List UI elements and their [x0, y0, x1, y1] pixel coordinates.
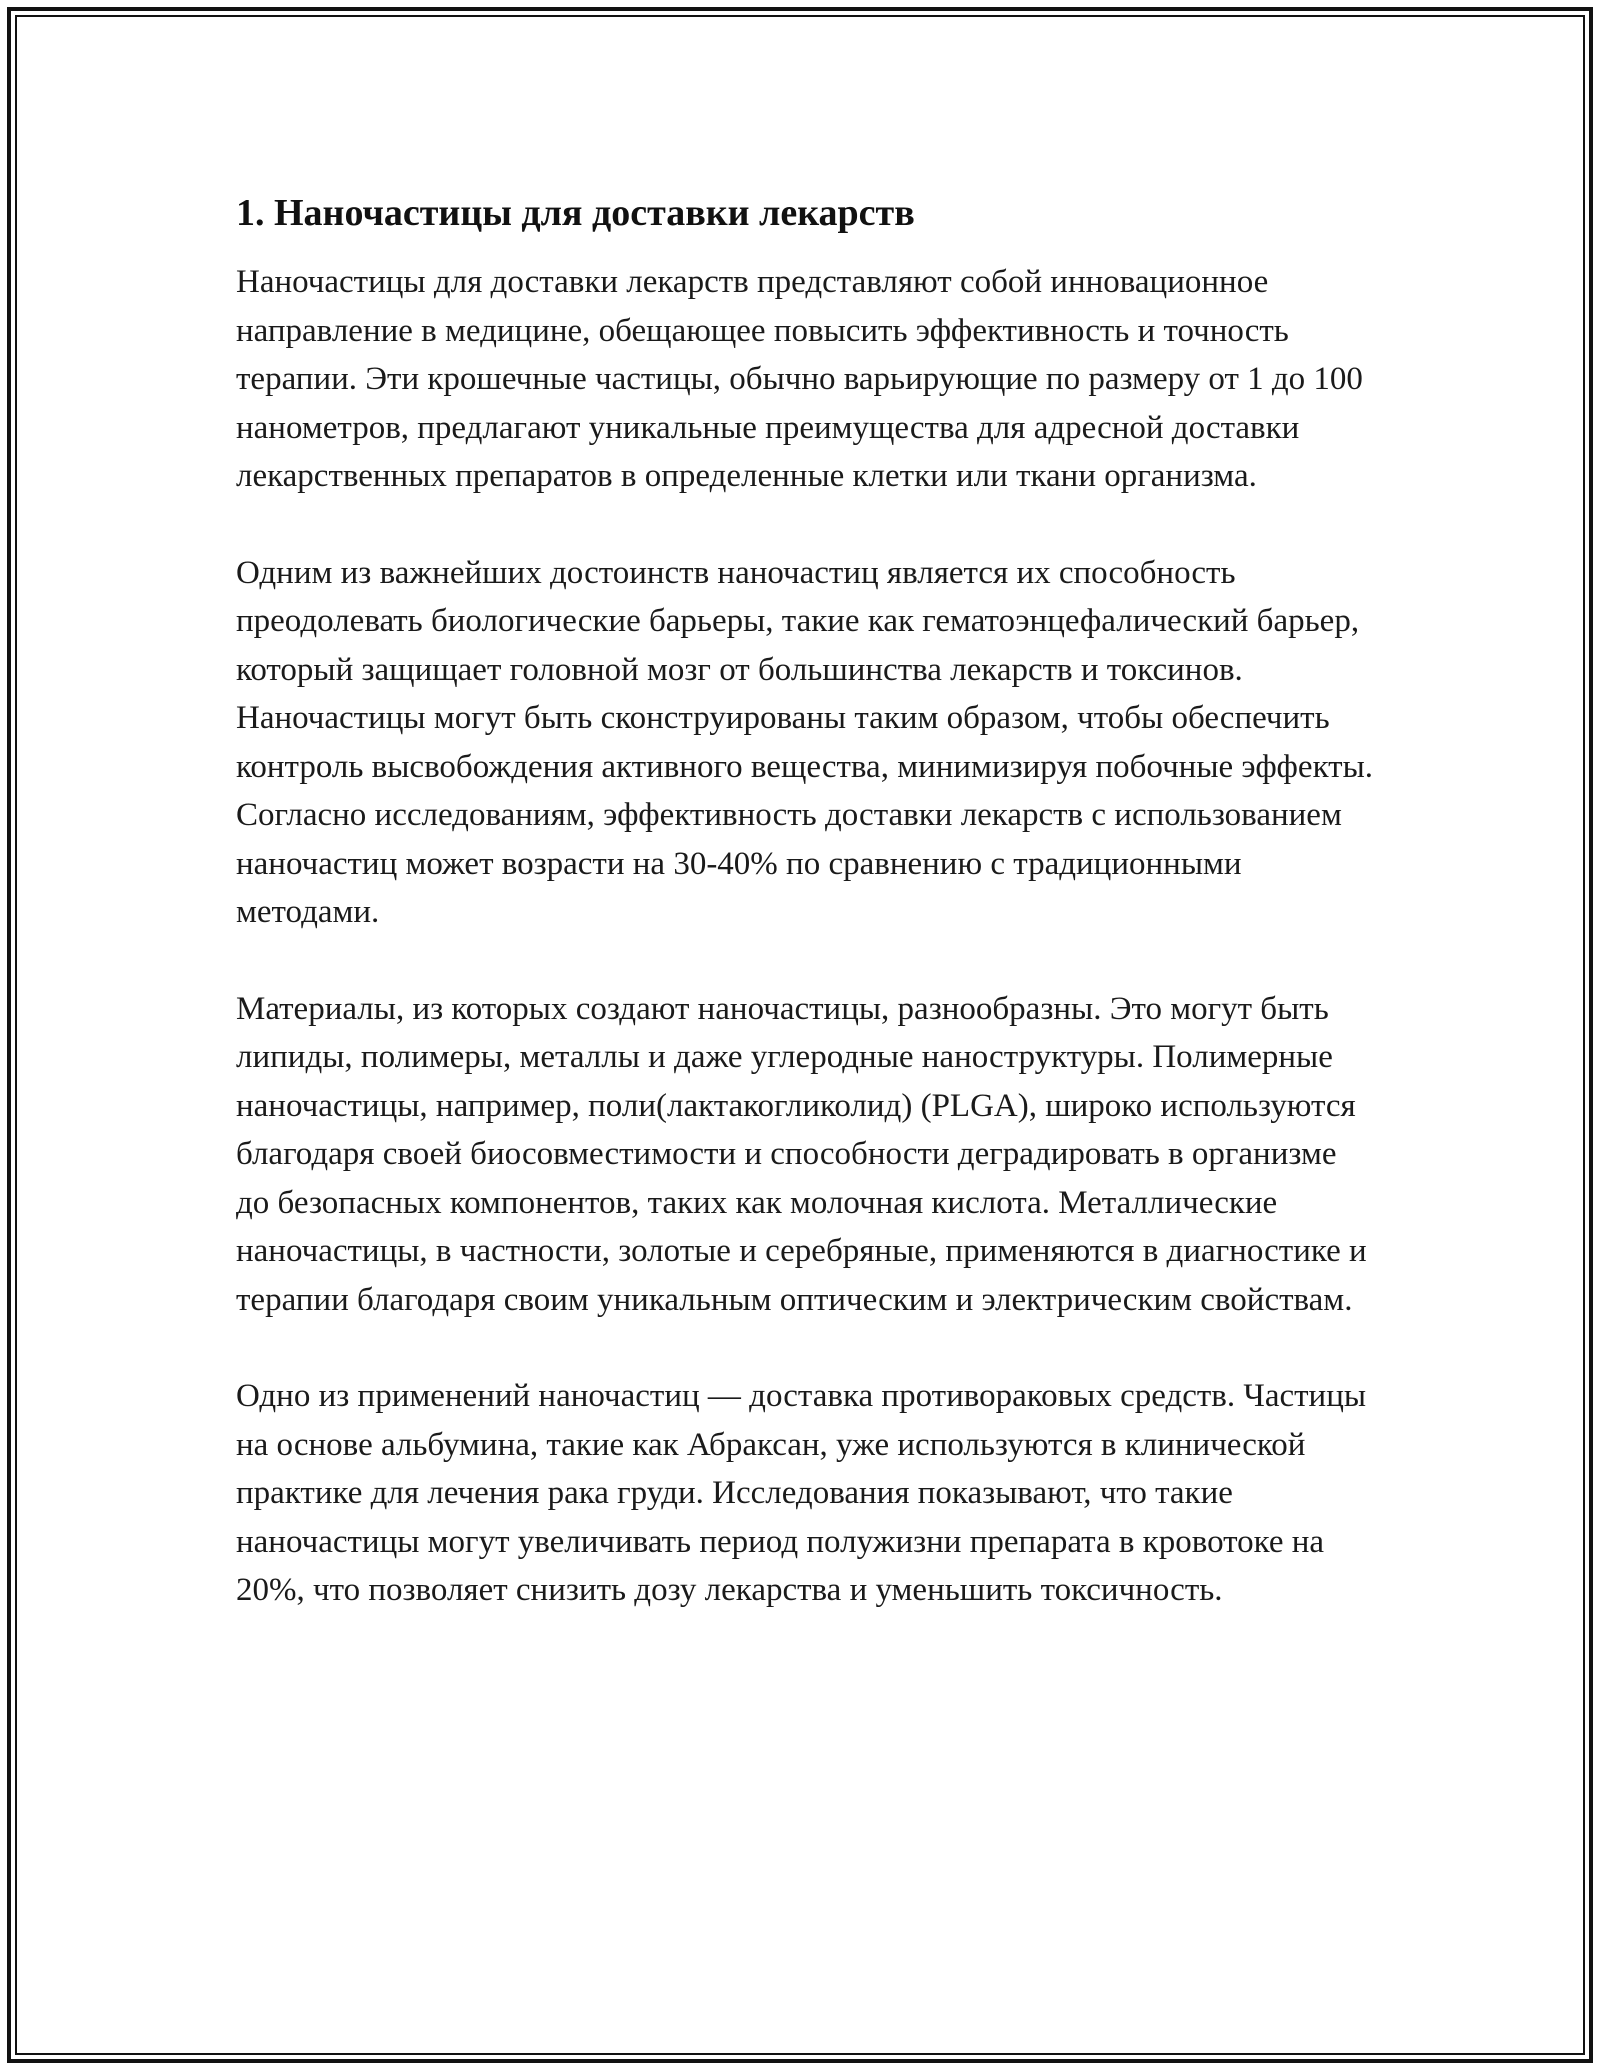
section-heading: 1. Наночастицы для доставки лекарств [236, 192, 915, 234]
paragraph-intro: Наночастицы для доставки лекарств представляют собой инновационное направление в медицине, обещающее повысить эффективность и точность терапии. Эти крошечные частицы, обычно варьирующие по размеру от 1 до 100 нанометров, предлагают уникальные преимущества для адресной доставки лекарственных препаратов в определенные клетки или ткани организма. [236, 264, 1363, 494]
paragraph-anticancer: Одно из применений наночастиц — доставка противораковых средств. Частицы на основе альбумина, такие как Абраксан, уже используются в клинической практике для лечения рака груди. Исследования показывают, что такие наночастицы могут увеличивать период полужизни препарата в кровотоке на 20%, что позволяет снизить дозу лекарства и уменьшить токсичность. [236, 1378, 1367, 1608]
document-body [236, 186, 1376, 1663]
paragraph-materials: Материалы, из которых создают наночастицы, разнообразны. Это могут быть липиды, полимеры, металлы и даже углеродные наноструктуры. Полимерные наночастицы, например, поли(лактакогликолид) (PLGA), широко используются благодаря своей биосовместимости и способности деградировать в организме до безопасных компонентов, таких как молочная кислота. Металлические наночастицы, в частности, золотые и серебряные, применяются в диагностике и терапии благодаря своим уникальным оптическим и электрическим свойствам. [236, 990, 1367, 1318]
paragraph-barriers: Одним из важнейших достоинств наночастиц является их способность преодолевать биологические барьеры, такие как гематоэнцефалический барьер, который защищает головной мозг от большинства лекарств и токсинов. Наночастицы могут быть сконструированы таким образом, чтобы обеспечить контроль высвобождения активного вещества, минимизируя побочные эффекты. Согласно исследованиям, эффективность доставки лекарств с использованием наночастиц может возрасти на 30-40% по сравнению с традиционными методами. [236, 554, 1374, 930]
